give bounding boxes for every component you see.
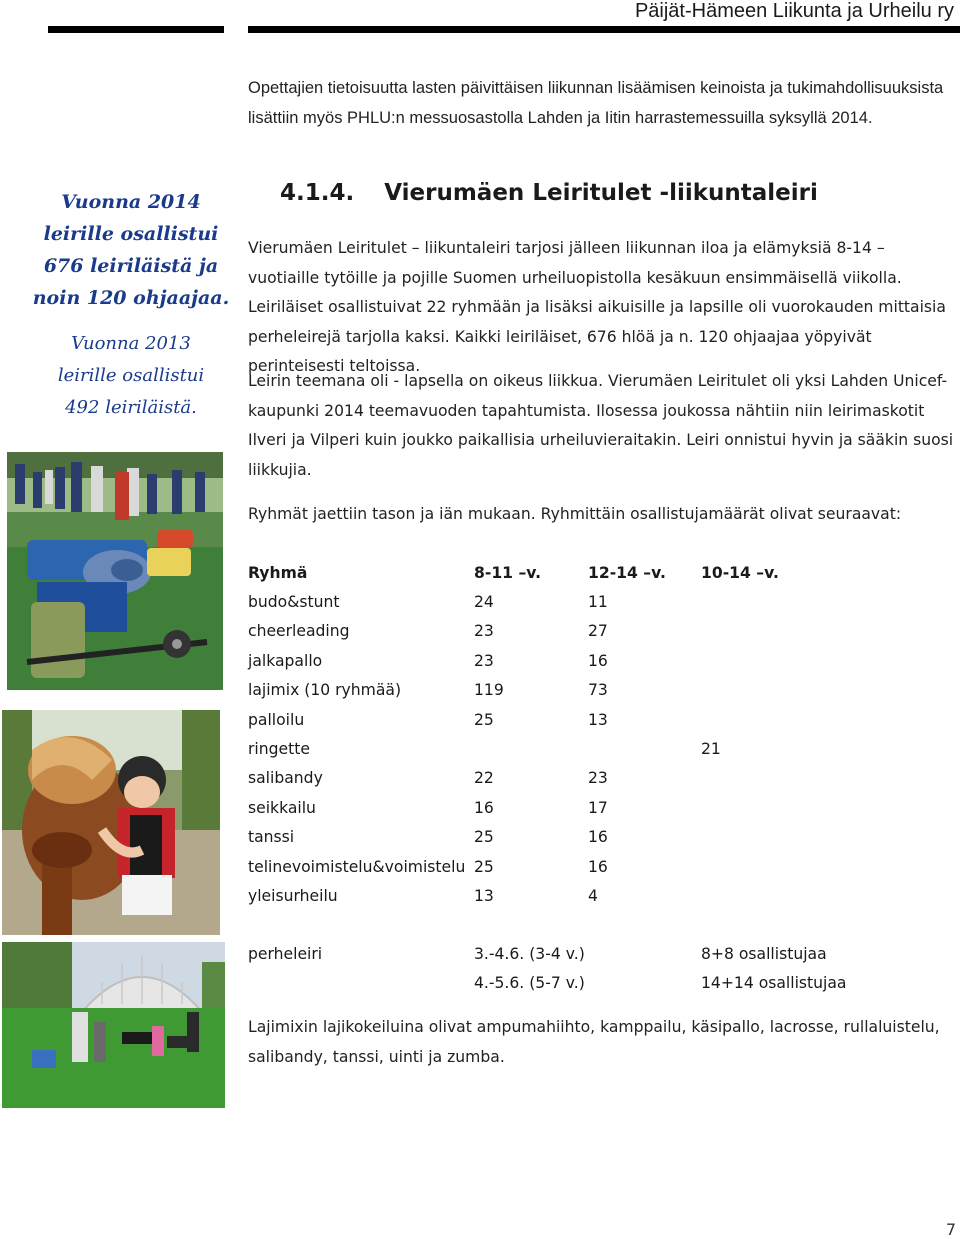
table-cell: 14+14 osallistujaa [701, 974, 847, 993]
table-cell: 119 [474, 681, 504, 700]
body-paragraph: Ryhmät jaettiin tason ja iän mukaan. Ryhmittäin osallistujamäärät olivat seuraavat: [248, 505, 902, 523]
table-cell [701, 881, 821, 910]
table-cell: seikkailu [248, 798, 316, 817]
table-cell: 24 [474, 593, 494, 612]
table-cell [701, 676, 821, 705]
sidebar-note-2014 [0, 186, 262, 314]
field-games-photo [2, 942, 225, 1108]
column-header: Ryhmä [248, 563, 308, 582]
table-cell: ringette [248, 740, 310, 759]
table-row [248, 617, 821, 646]
table-row [248, 587, 821, 616]
table-cell: 16 [474, 798, 494, 817]
table-row [248, 823, 821, 852]
table-cell: 23 [474, 622, 494, 641]
sidebar-line: leirille osallistui [43, 223, 219, 245]
table-row [248, 793, 821, 822]
sidebar-line: 492 leiriläistä. [65, 397, 197, 418]
table-row [248, 676, 821, 705]
table-row [248, 764, 821, 793]
header-rule-right [248, 26, 960, 33]
sidebar-line: Vuonna 2013 [71, 333, 191, 354]
table-cell [701, 617, 821, 646]
table-cell: 4 [588, 886, 598, 905]
table-cell: 23 [474, 651, 494, 670]
table-cell: 16 [588, 857, 608, 876]
body-paragraph: Leirin teemana oli - lapsella on oikeus liikkua. Vierumäen Leiritulet oli yksi Lahden Unicef-kaupunki 2014 teemavuoden tapahtumista. Ilosessa joukossa nähtiin niin leirimaskotit Ilveri ja Vilperi kuin joukko paikallisia urheiluvieraitakin. Leiri onnistui hyvin ja sääkin suosi liikkujia. [248, 372, 954, 479]
table-cell: budo&stunt [248, 593, 340, 612]
column-header: 10-14 –v. [701, 563, 779, 582]
table-cell: 25 [474, 857, 494, 876]
table-cell: 73 [588, 681, 608, 700]
table-cell [701, 823, 821, 852]
camp-luggage-photo [7, 452, 223, 690]
closing-paragraph: Lajimixin lajikokeiluina olivat ampumahiihto, kamppailu, käsipallo, lacrosse, rullaluistelu, salibandy, tanssi, uinti ja zumba. [248, 1018, 940, 1066]
table-cell [588, 734, 701, 763]
table-row [248, 939, 901, 968]
section-number: 4.1.4. [280, 180, 355, 206]
table-cell [701, 852, 821, 881]
table-cell: yleisurheilu [248, 886, 338, 905]
sidebar-line: noin 120 ohjaajaa. [32, 287, 230, 309]
pony-photo [2, 710, 220, 935]
page-number: 7 [945, 1220, 956, 1239]
table-cell: 13 [588, 710, 608, 729]
table-cell: salibandy [248, 769, 323, 788]
table-cell: 17 [588, 798, 608, 817]
table-cell: 11 [588, 593, 608, 612]
section-heading [280, 180, 818, 206]
section-title: Vierumäen Leiritulet -liikuntaleiri [384, 180, 818, 206]
table-cell: 16 [588, 828, 608, 847]
table-cell: cheerleading [248, 622, 350, 641]
table-header-row [248, 558, 821, 587]
table-cell: lajimix (10 ryhmää) [248, 681, 402, 700]
table-cell: 13 [474, 886, 494, 905]
column-header: 8-11 –v. [474, 563, 542, 582]
sidebar-line: 676 leiriläistä ja [43, 255, 219, 277]
table-cell: 27 [588, 622, 608, 641]
table-cell: 25 [474, 710, 494, 729]
table-cell [701, 764, 821, 793]
table-cell [701, 705, 821, 734]
table-row [248, 852, 821, 881]
table-cell: 3.-4.6. (3-4 v.) [474, 944, 585, 963]
table-row [248, 968, 901, 997]
family-camp-table [248, 939, 901, 998]
table-cell: 25 [474, 828, 494, 847]
table-row [248, 881, 821, 910]
table-cell: 16 [588, 651, 608, 670]
intro-paragraph: Opettajien tietoisuutta lasten päivittäisen liikunnan lisäämisen keinoista ja tukimahdollisuuksista lisättiin myös PHLU:n messuosastolla Lahden ja Iitin harrastemessuilla syksyllä 2014. [248, 79, 944, 127]
table-cell: 22 [474, 769, 494, 788]
table-row [248, 646, 821, 675]
body-paragraph: Vierumäen Leiritulet – liikuntaleiri tarjosi jälleen liikunnan iloa ja elämyksiä 8-14 – vuotiaille tytöille ja pojille Suomen urheiluopistolla kesäkuun ensimmäisellä viikolla. Leiriläiset osallistuivat 22 ryhmään ja lisäksi aikuisille ja lapsille oli vuorokauden mittaisia perheleirejä tarjolla kaksi. Kaikki leiriläiset, 676 hlöä ja n. 120 ohjaajaa yöpyivät perinteisesti teltoissa. [248, 239, 946, 375]
table-cell [248, 968, 474, 997]
table-cell: 4.-5.6. (5-7 v.) [474, 974, 585, 993]
table-cell: telinevoimistelu&voimistelu [248, 857, 466, 876]
table-row [248, 734, 821, 763]
table-cell [701, 793, 821, 822]
table-cell: jalkapallo [248, 651, 323, 670]
table-cell [701, 587, 821, 616]
table-cell: 21 [701, 740, 721, 759]
table-cell [474, 734, 588, 763]
document-header-title: Päijät-Hämeen Liikunta ja Urheilu ry [634, 0, 954, 22]
sidebar-notes [0, 186, 262, 424]
sidebar-line: Vuonna 2014 [61, 191, 201, 213]
sidebar-line: leirille osallistui [57, 365, 205, 386]
table-cell: perheleiri [248, 944, 323, 963]
table-row [248, 705, 821, 734]
table-cell: 8+8 osallistujaa [701, 944, 827, 963]
table-cell: 23 [588, 769, 608, 788]
table-cell: tanssi [248, 828, 295, 847]
table-cell: palloilu [248, 710, 305, 729]
column-header: 12-14 –v. [588, 563, 666, 582]
table-cell [701, 646, 821, 675]
sidebar-note-2013 [0, 328, 262, 424]
header-rule-left [48, 26, 224, 33]
groups-table [248, 558, 821, 911]
